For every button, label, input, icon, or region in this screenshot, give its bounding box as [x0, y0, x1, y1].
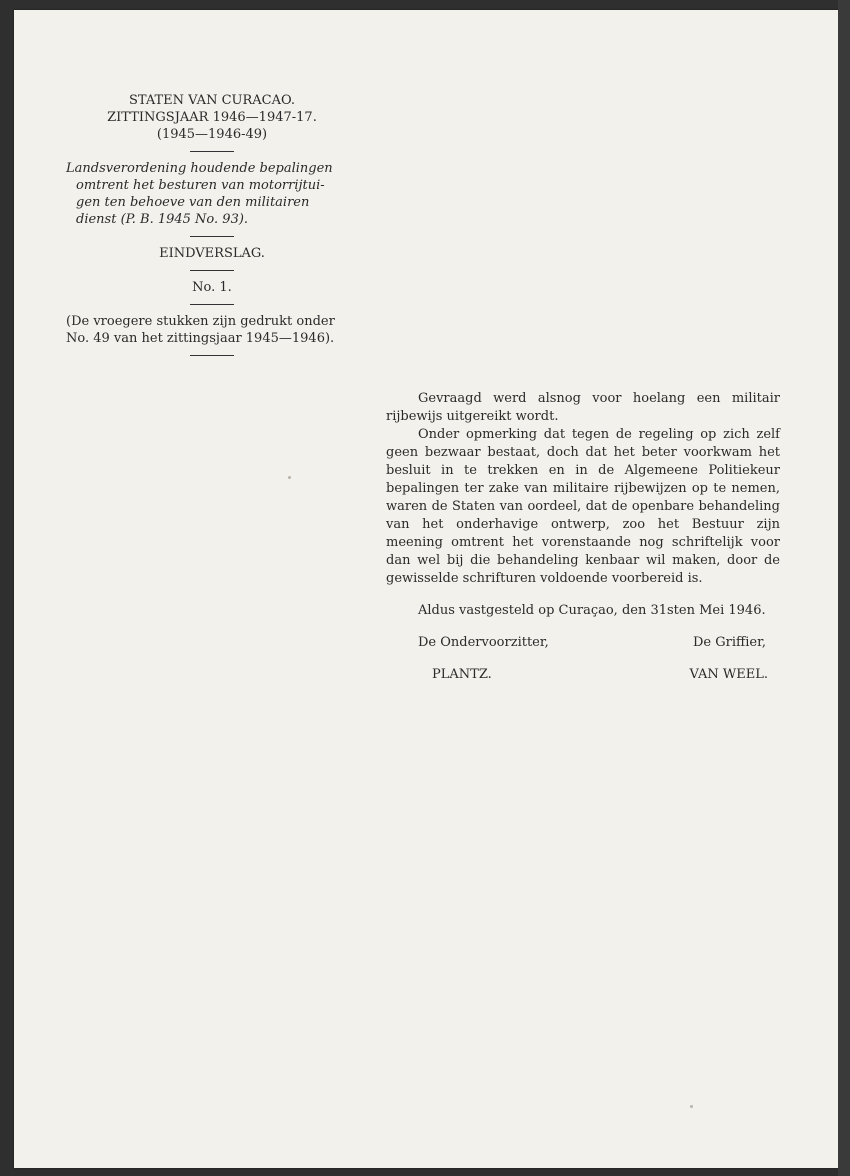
body-paragraph: Gevraagd werd alsnog voor hoelang een militair rijbewijs uitgereikt wordt. [386, 391, 780, 424]
body-paragraph: Onder opmerking dat tegen de regeling op zich zelf geen bezwaar bestaat, doch dat het beter voorkwam het besluit in te trekken en in de Algemeene Politiekeur bepalingen ter zake van militaire rijbewijzen op te nemen, waren de Staten van oordeel, dat de openbare behandeling van het onderhavige ontwerp, zoo het Bestuur zijn meening omtrent het vorenstaande nog schriftelijk voor dan wel bij die behandeling kenbaar wil maken, door de gewisselde schrifturen voldoende voorbereid is. [386, 427, 780, 586]
document-page [14, 10, 842, 1168]
report-title: EINDVERSLAG. [159, 246, 265, 261]
paper-speck [288, 476, 291, 479]
closing-line: Aldus vastgesteld op Curaçao, den 31sten Mei 1946. [418, 603, 766, 618]
divider-rule [190, 270, 234, 271]
vice-chairman-name: PLANTZ. [432, 667, 492, 682]
divider-rule [190, 355, 234, 356]
vice-chairman-title: De Ondervoorzitter, [418, 635, 549, 650]
clerk-name: VAN WEEL. [689, 667, 768, 682]
signature-titles [386, 634, 780, 652]
ordinance-subject [66, 160, 358, 228]
note-line: (De vroegere stukken zijn gedrukt onder [66, 314, 335, 329]
signature-names [386, 666, 780, 684]
note-line: No. 49 van het zittingsjaar 1945—1946). [66, 331, 335, 346]
session-reference: (1945—1946-49) [156, 127, 268, 142]
header-column [66, 92, 358, 364]
subject-line: gen ten behoeve van den militairen [76, 195, 310, 210]
spacer [386, 620, 780, 634]
assembly-name: STATEN VAN CURACAO. [128, 93, 296, 108]
subject-line: omtrent het besturen van motorrijtui- [76, 178, 325, 193]
clerk-title: De Griffier, [692, 635, 766, 650]
divider-rule [190, 151, 234, 152]
divider-rule [190, 304, 234, 305]
divider-rule [190, 236, 234, 237]
spacer [386, 588, 780, 602]
previous-documents-note [66, 313, 358, 347]
scan-border [838, 0, 850, 1176]
report-body [386, 390, 780, 684]
subject-line: Landsverordening houdende bepalingen [66, 161, 333, 176]
header-block [66, 92, 358, 143]
session-year: ZITTINGSJAAR 1946—1947-17. [107, 110, 317, 125]
report-number: No. 1. [192, 280, 232, 295]
subject-line: dienst (P. B. 1945 No. 93). [76, 212, 249, 227]
paper-speck [690, 1105, 693, 1108]
